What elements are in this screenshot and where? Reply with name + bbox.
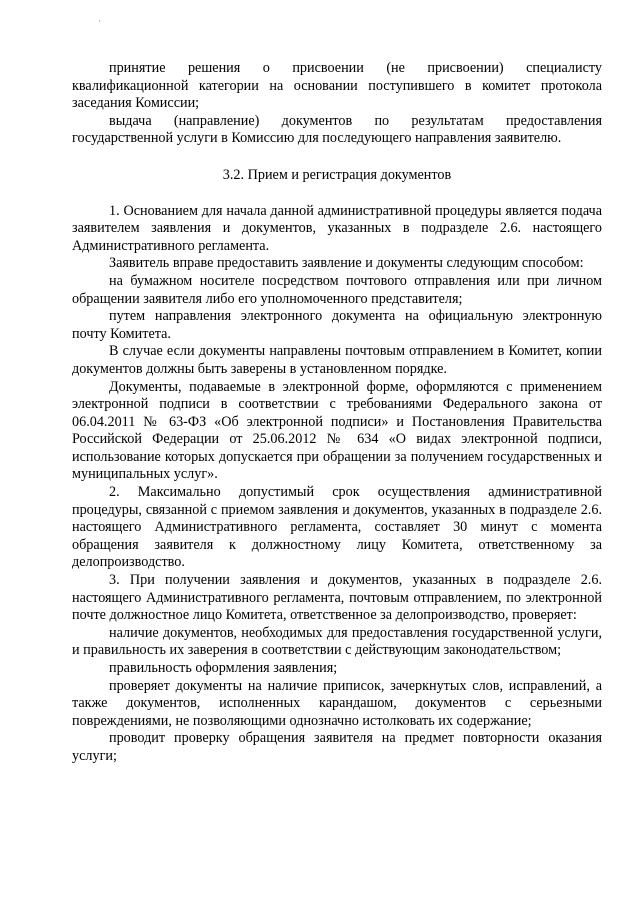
paragraph-applicant-right: Заявитель вправе предоставить заявление и документы следующим способом:	[109, 255, 584, 272]
paragraph-check-documents: наличие документов, необходимых для предоставления государственной услуги, и правильность их заверения в соответствии с действующим законодательством;	[72, 624, 602, 659]
paragraph-decision: принятие решения о присвоении (не присвоении) специалисту квалификационной категории на основании поступившего в комитет протокола заседания Комиссии;	[72, 60, 602, 112]
paragraph-basis: 1. Основанием для начала данной административной процедуры является подача заявителем заявления и документов, указанных в подразделе 2.6. настоящего Административного регламента.	[72, 202, 602, 254]
paragraph-checks-intro: 3. При получении заявления и документов, указанных в подразделе 2.6. настоящего Административного регламента, почтовым отправлением, по электронной почте должностное лицо Комитета, ответственное за делопроизводство, проверяет:	[72, 572, 602, 624]
paragraph-paper-carrier: на бумажном носителе посредством почтового отправления или при личном обращении заявителя либо его уполномоченного представителя;	[72, 272, 602, 307]
paragraph-max-duration: 2. Максимально допустимый срок осуществления административной процедуры, связанной с приемом заявления и документов, указанных в подразделе 2.6. настоящего Административного регламента, составляет 30 минут с момента обращения заявителя к должностному лицу Комитета, ответственному за делопроизводство.	[72, 484, 602, 571]
paragraph-check-repeat: проводит проверку обращения заявителя на предмет повторности оказания услуги;	[72, 730, 602, 764]
paragraph-electronic-signature: Документы, подаваемые в электронной форме, оформляются с применением электронной подписи в соответствии с требованиями Федерального закона от 06.04.2011 № 63-ФЗ «Об электронной подписи» и Постановления Правительства Российской Федерации от 25.06.2012 № 634 «О видах электронной подписи, использование которых допускается при обращении за получением государственных и муниципальных услуг».	[72, 378, 602, 483]
paragraph-check-corrections: проверяет документы на наличие приписок, зачеркнутых слов, исправлений, а также документов, исполненных карандашом, документов с серьезными повреждениями, не позволяющими однозначно истолковать их содержание;	[72, 677, 602, 729]
paragraph-issuance: выдача (направление) документов по результатам предоставления государственной услуги в Комиссию для последующего направления заявителю.	[72, 112, 602, 147]
document-page	[72, 60, 602, 766]
paragraph-postal-copies: В случае если документы направлены почтовым отправлением в Комитет, копии документов должны быть заверены в установленном порядке.	[72, 343, 602, 377]
paragraph-electronic-mail: путем направления электронного документа на официальную электронную почту Комитета.	[72, 308, 602, 342]
paragraph-check-form: правильность оформления заявления;	[109, 660, 338, 676]
section-heading: 3.2. Прием и регистрация документов	[222, 166, 452, 183]
scan-mark: ·	[98, 17, 101, 26]
